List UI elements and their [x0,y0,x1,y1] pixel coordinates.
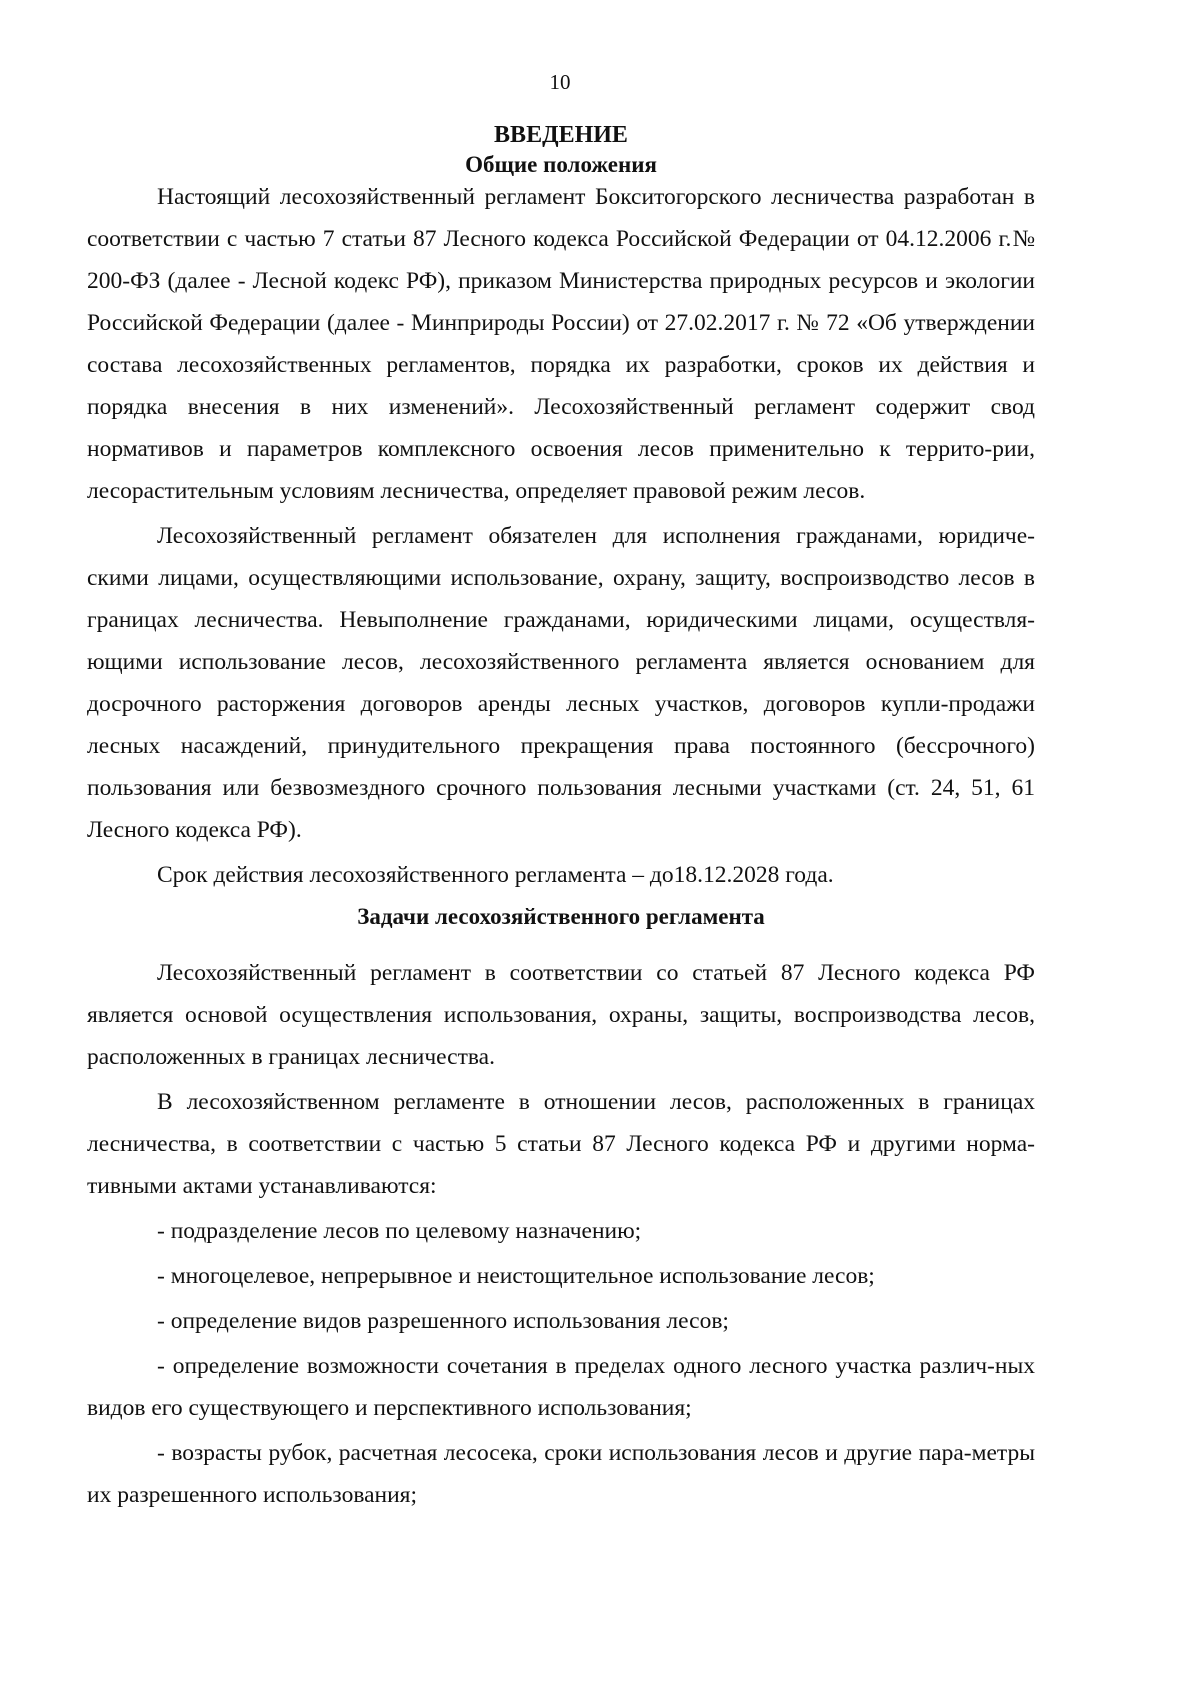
list-item: - определение видов разрешенного использования лесов; [157,1308,729,1334]
tasks-paragraph: Лесохозяйственный регламент в соответствии со статьей 87 Лесного кодекса РФ является основой осуществления использования, охраны, защиты, воспроизводства лесов, расположенных в границах лесничества. [87,960,1035,1070]
list-item: - возрасты рубок, расчетная лесосека, сроки использования лесов и другие пара-метры их разрешенного использования; [87,1440,1035,1508]
chapter-title: ВВЕДЕНИЕ [494,122,628,148]
page-content [87,114,1035,1516]
intro-paragraph: Лесохозяйственный регламент обязателен для исполнения гражданами, юридиче-скими лицами, осуществляющими использование, охрану, защиту, воспроизводство лесов в границах лесничества. Невыполнение гражданами, юридическими лицами, осуществля-ющими использование лесов, лесохозяйственного регламента является основанием для досрочного расторжения договоров аренды лесных участков, договоров купли-продажи лесных насаждений, принудительного прекращения права постоянного (бессрочного) пользования или безвозмездного срочного пользования лесными участками (ст. 24, 51, 61 Лесного кодекса РФ). [87,523,1035,843]
list-item: - подразделение лесов по целевому назначению; [157,1218,642,1244]
page-number: 10 [549,70,571,94]
validity-paragraph: Срок действия лесохозяйственного регламента – до18.12.2028 года. [157,862,834,888]
list-item: - определение возможности сочетания в пределах одного лесного участка различ-ных видов его существующего и перспективного использования; [87,1353,1035,1421]
section-title-general: Общие положения [465,152,657,177]
section-title-tasks: Задачи лесохозяйственного регламента [357,904,765,929]
list-item: - многоцелевое, непрерывное и неистощительное использование лесов; [157,1263,875,1289]
tasks-paragraph: В лесохозяйственном регламенте в отношении лесов, расположенных в границах лесничества, в соответствии с частью 5 статьи 87 Лесного кодекса РФ и другими норма-тивными актами устанавливаются: [87,1089,1035,1199]
intro-paragraph: Настоящий лесохозяйственный регламент Бокситогорского лесничества разработан в соответствии с частью 7 статьи 87 Лесного кодекса Российской Федерации от 04.12.2006 г.№ 200-ФЗ (далее - Лесной кодекс РФ), приказом Министерства природных ресурсов и экологии Российской Федерации (далее - Минприроды России) от 27.02.2017 г. № 72 «Об утверждении состава лесохозяйственных регламентов, порядка их разработки, сроков их действия и порядка внесения в них изменений». Лесохозяйственный регламент содержит свод нормативов и параметров комплексного освоения лесов применительно к террито-рии, лесорастительным условиям лесничества, определяет правовой режим лесов. [87,184,1035,504]
